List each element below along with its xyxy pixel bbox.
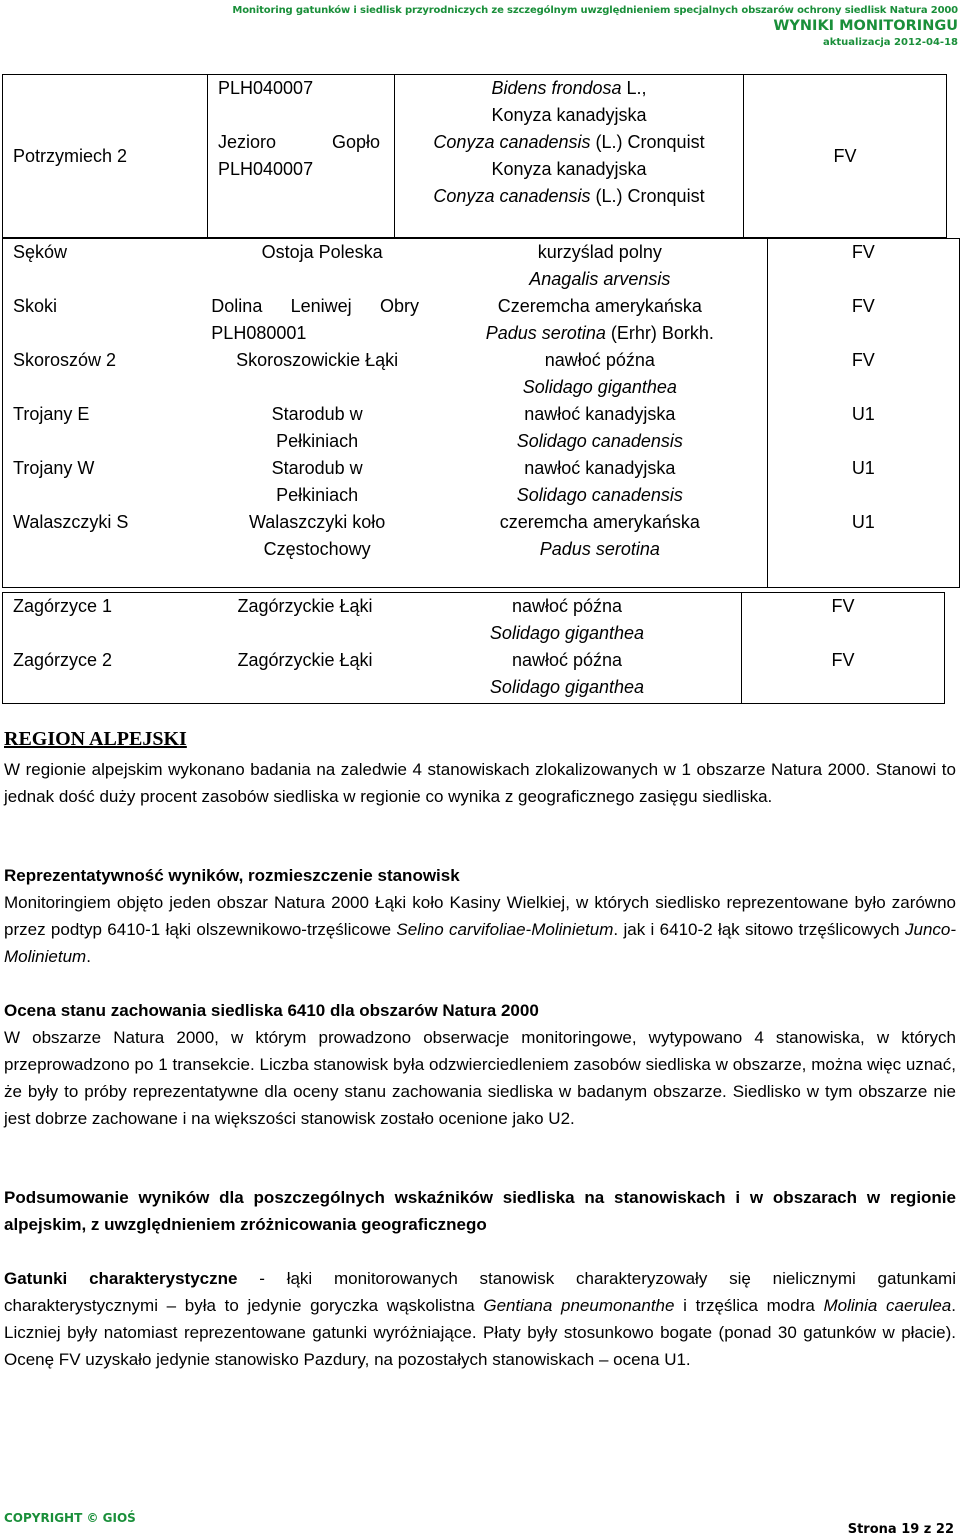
site-cell: Zagórzyce 1: [3, 593, 208, 648]
species-cell: kurzyślad polny Anagalis arvensis: [529, 242, 671, 289]
species-cell: nawłoć późna Solidago giganthea: [489, 596, 645, 643]
table-row: [3, 401, 960, 455]
header-date: aktualizacja 2012-04-18: [822, 37, 958, 48]
site-cell: Walaszczyki S: [3, 509, 202, 587]
grade-cell: U1: [767, 455, 959, 509]
grade-cell: FV: [742, 593, 945, 648]
section-conservation-status: [4, 997, 956, 1132]
section-characteristic-species: Gatunki charakterystyczne - łąki monitorowanych stanowisk charakteryzowały się nielicznymi gatunkami charakterystycznymi – była to jedynie goryczka wąskolistna Gentiana pneumonanthe i trzęślica modra Molinia caerulea. Liczniej były natomiast reprezentowane gatunki wyróżniające. Płaty były stosunkowo bogate (ponad 30 gatunków w płacie). Ocenę FV uzyskało jedynie stanowisko Pazdury, na pozostałych stanowiskach – ocena U1.: [4, 1269, 956, 1369]
page-header: [232, 4, 958, 49]
area-cell: Dolina Leniwej Obry PLH080001: [211, 296, 419, 343]
site-cell: Potrzymiech 2: [3, 75, 208, 238]
site-cell: Trojany W: [3, 455, 202, 509]
section-heading: Reprezentatywność wyników, rozmieszczenie stanowisk: [4, 866, 460, 885]
grade-cell: FV: [767, 239, 959, 294]
table-row: [3, 347, 960, 401]
area-cell: Starodub w Pełkiniach: [271, 458, 363, 505]
footer-copyright: COPYRIGHT © GIOŚ: [4, 1511, 136, 1525]
section-summary: [4, 1184, 956, 1238]
site-cell: Skoroszów 2: [3, 347, 202, 401]
site-cell: Trojany E: [3, 401, 202, 455]
grade-cell: U1: [767, 509, 959, 587]
area-cell: PLH040007 Jezioro Gopło PLH040007: [208, 75, 395, 238]
paragraph: W obszarze Natura 2000, w którym prowadzono obserwacje monitoringowe, wytypowano 4 stanowiska, w których przeprowadzono po 1 transekcie. Liczba stanowisk była odzwierciedleniem zasobów siedliska w obszarze, można więc uznać, że były to próby reprezentatywne dla oceny stanu zachowania siedliska w badanym obszarze. Siedlisko w tym obszarze nie jest dobrze zachowane i na większości stanowisk zostało ocenione jako U2.: [4, 1028, 956, 1128]
section-heading: Ocena stanu zachowania siedliska 6410 dla obszarów Natura 2000: [4, 1001, 539, 1020]
area-cell: Starodub w Pełkiniach: [271, 404, 363, 451]
paragraph: Monitoringiem objęto jeden obszar Natura 2000 Łąki koło Kasiny Wielkiej, w których siedlisko reprezentowane było zarówno przez podtyp 6410-1 łąki olszewnikowo-trzęślicowe Selino carvifoliae-Molinietum. jak i 6410-2 łąk sitowo trzęślicowych Junco-Molinietum.: [4, 893, 957, 966]
results-table-3: [2, 592, 945, 704]
section-heading: Podsumowanie wyników dla poszczególnych wskaźników siedliska na stanowiskach i w obszarach w regionie alpejskim, z uwzględnieniem zróżnicowania geograficznego: [4, 1188, 956, 1234]
area-cell: Zagórzyckie Łąki: [237, 596, 373, 616]
site-cell: Zagórzyce 2: [3, 647, 208, 703]
table-row: [3, 293, 960, 347]
site-cell: Skoki: [3, 293, 202, 347]
table-row: [3, 509, 960, 587]
region-heading: REGION ALPEJSKI: [4, 728, 187, 750]
table-row: [3, 239, 960, 294]
table-row: [3, 593, 945, 648]
species-cell: nawłoć kanadyjska Solidago canadensis: [516, 404, 683, 451]
area-cell: Zagórzyckie Łąki: [237, 650, 373, 670]
paragraph-intro: W regionie alpejskim wykonano badania na zaledwie 4 stanowiskach zlokalizowanych w 1 obszarze Natura 2000. Stanowi to jednak dość duży procent zasobów siedliska w regionie co wynika z geograficznego zasięgu siedliska.: [4, 760, 956, 806]
area-cell: Walaszczyki koło Częstochowy: [248, 512, 386, 559]
grade-cell: U1: [767, 401, 959, 455]
site-cell: Sęków: [3, 239, 202, 294]
results-table-2: [2, 238, 960, 588]
grade-cell: FV: [767, 293, 959, 347]
area-cell: Ostoja Poleska: [261, 242, 383, 262]
species-cell: nawłoć późna Solidago giganthea: [522, 350, 677, 397]
footer-page-number: Strona 19 z 22: [847, 1522, 954, 1537]
results-table-1: [2, 74, 947, 238]
section-representativeness: [4, 862, 956, 970]
grade-cell: FV: [742, 647, 945, 703]
species-cell: Czeremcha amerykańska Padus serotina (Erhr) Borkh.: [485, 296, 714, 343]
table-row: [3, 647, 945, 703]
species-cell: Bidens frondosa L., Konyza kanadyjska Conyza canadensis (L.) Cronquist Konyza kanadyjska Conyza canadensis (L.) Cronquist: [395, 75, 744, 238]
area-cell: Skoroszowickie Łąki: [236, 350, 399, 370]
header-title: Monitoring gatunków i siedlisk przyrodniczych ze szczególnym uwzględnieniem specjalnych obszarów ochrony siedlisk Natura 2000: [232, 5, 958, 16]
species-cell: nawłoć kanadyjska Solidago canadensis: [516, 458, 683, 505]
table-row: [3, 455, 960, 509]
header-subtitle: WYNIKI MONITORINGU: [773, 18, 958, 34]
grade-cell: FV: [767, 347, 959, 401]
species-cell: czeremcha amerykańska Padus serotina: [499, 512, 700, 559]
grade-cell: FV: [744, 75, 947, 238]
species-cell: nawłoć późna Solidago giganthea: [489, 650, 645, 697]
